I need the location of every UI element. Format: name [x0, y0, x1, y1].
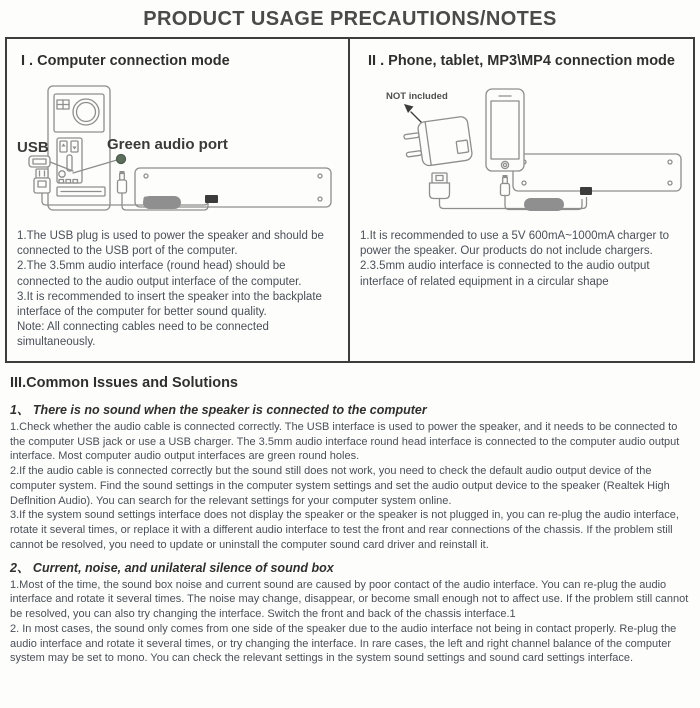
connection-cables	[440, 196, 587, 210]
issue-2-paragraph: 2. In most cases, the sound only comes from one side of the speaker due to the audio interface not being in contact properly. Re-plug the audio interface and rotate it several times, or try changing the interface. In rare cases, the left and right channel balance of the computer system may be set to mono. You can check the relevant settings in the system sound settings and sound card settings interface.	[10, 622, 677, 665]
issue-1-paragraph: 1.Check whether the audio cable is connected correctly. The USB interface is used to power the speaker, and it needs to be connected to the computer USB jack or use a USB charger. The 3.5mm audio interface round head interface is connected to the computer audio output interface. Most computer audio output interfaces are green round holes.	[10, 421, 680, 463]
instruction-line: 1.The USB plug is used to power the speaker and should be connected to the USB port of the computer.	[17, 230, 324, 258]
common-issues-section	[10, 375, 690, 666]
power-adapter-drawing	[402, 116, 472, 169]
volume-control-pill	[524, 198, 564, 211]
speaker-bar-drawing	[513, 154, 681, 191]
panel-phone-connection	[350, 39, 693, 361]
computer-instructions	[17, 229, 338, 350]
instruction-line: 2.The 3.5mm audio interface (round head) should be connected to the audio output interface of the computer.	[17, 260, 302, 288]
issue-2-paragraph: 1.Most of the time, the sound box noise and current sound are caused by poor contact of the audio interface. You can re-plug the audio interface and rotate it several times. The noise may change, disappear, or become small enough not to affect use. If the problem still cannot be resolved, you can also try changing the interface. Switch the front and back of the chassis interface.1	[10, 578, 689, 621]
instruction-line: 1.It is recommended to use a 5V 600mA~1000mA charger to power the speaker. Our products do not include chargers.	[360, 230, 670, 258]
not-included-label: NOT included	[386, 91, 448, 102]
usb-plug-icon	[430, 173, 450, 199]
instruction-line: 2.3.5mm audio interface is connected to the audio output interface of related equipment in a circular shape	[360, 260, 650, 288]
instruction-sheet	[0, 8, 700, 666]
volume-control-pill	[143, 196, 181, 209]
phone-instructions	[360, 229, 683, 290]
green-audio-port-dot	[73, 155, 126, 174]
audio-jack-icon	[501, 175, 510, 196]
phone-connection-diagram	[358, 81, 685, 221]
cable-connector-block	[205, 195, 218, 203]
issue-1-paragraph: 2.If the audio cable is connected correctly but the sound still does not work, you need to check the default audio output device of the computer system. Find the sound settings in the computer system settings and set the audio output device to the speaker (Realtek High Deflnition Audio). You can search for the relevant settings for your computer system online.	[10, 465, 670, 507]
issue-2-title: 2、 Current, noise, and unilateral silence of sound box	[10, 560, 334, 575]
phone-diagram-art	[358, 81, 700, 221]
phone-drawing	[486, 89, 524, 171]
computer-connection-heading: I . Computer connection mode	[21, 53, 230, 69]
not-included-arrow-icon	[404, 104, 422, 123]
connection-mode-panels	[5, 37, 695, 363]
pc-tower-drawing	[48, 86, 110, 210]
instruction-line: 3.It is recommended to insert the speaker into the backplate interface of the computer for better sound quality.	[17, 290, 322, 318]
instruction-line: Note: All connecting cables need to be connected simultaneously.	[17, 321, 269, 349]
computer-connection-diagram	[15, 81, 340, 221]
page-title: PRODUCT USAGE PRECAUTIONS/NOTES	[143, 8, 557, 30]
usb-label: USB	[17, 139, 49, 156]
issue-1-title: 1、 There is no sound when the speaker is connected to the computer	[10, 403, 427, 417]
issue-1-paragraph: 3.If the system sound settings interface does not display the speaker or the speaker is not plugged in, you can re-plug the audio interface, rotate it several times, or replace it with a different audio interface to test the front and rear connections of the chassis. If the problem still cannot be resolved, you need to update or uninstall the computer sound card driver and reinstall it.	[10, 509, 679, 551]
audio-jack-icon	[118, 171, 127, 193]
phone-connection-heading: II . Phone, tablet, MP3\MP4 connection mode	[368, 53, 675, 69]
panel-computer-connection	[7, 39, 350, 361]
green-audio-port-label: Green audio port	[107, 136, 228, 153]
common-issues-heading: III.Common Issues and Solutions	[10, 375, 238, 391]
cable-connector-block	[580, 187, 592, 195]
